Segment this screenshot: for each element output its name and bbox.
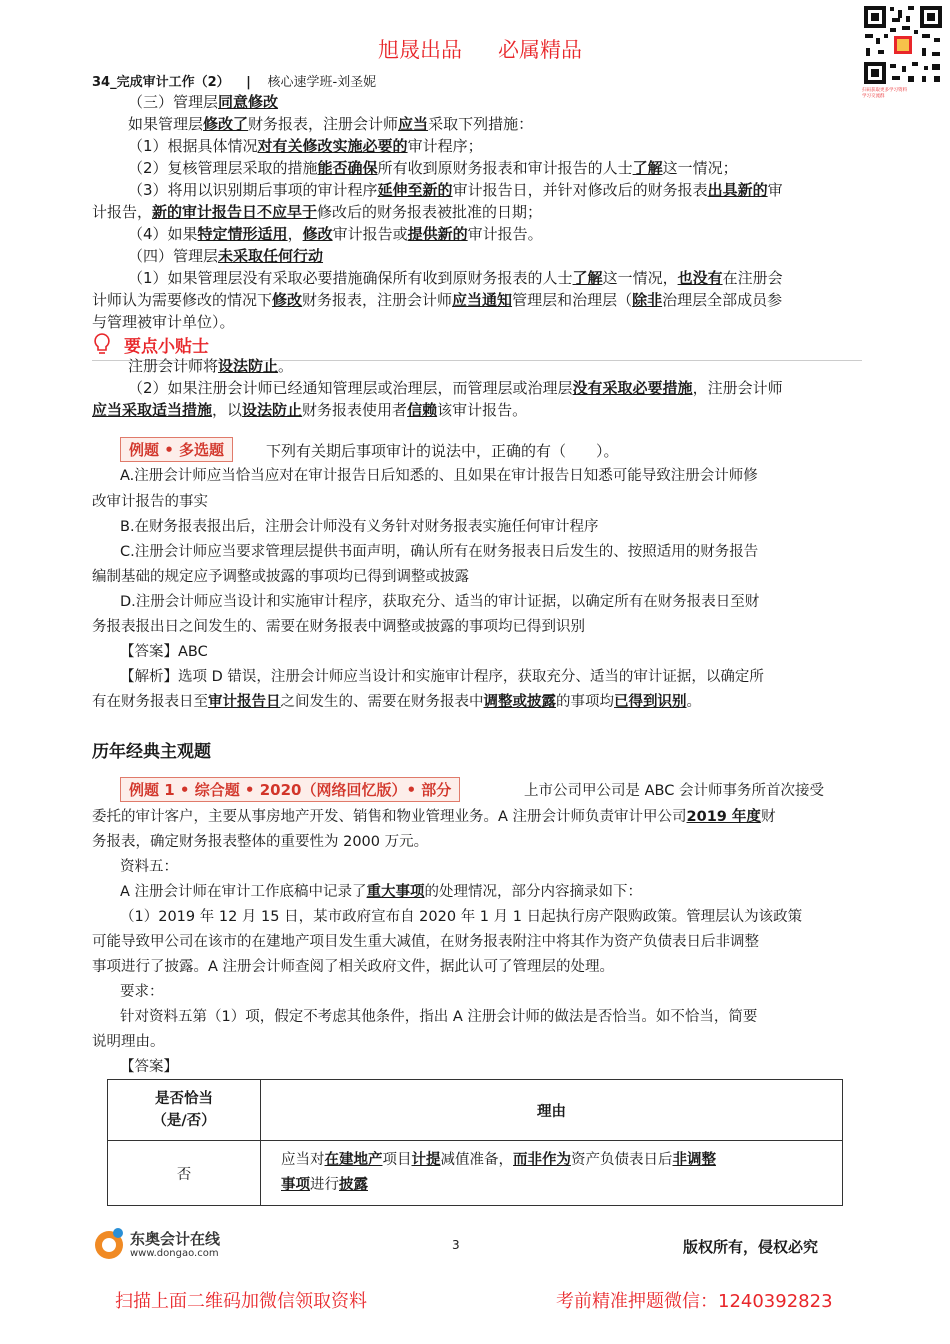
answer-label: 【答案】 (120, 1059, 178, 1075)
material-5: 资料五： (120, 859, 178, 875)
para-4b: 计报告，新的审计报告日不应早于修改后的财务报表被批准的日期； (92, 203, 543, 221)
brand-left: 旭晟出品 (378, 38, 462, 62)
lightbulb-icon (92, 332, 112, 356)
qr-code-image (862, 4, 944, 86)
example-stem: 下列有关期后事项审计的说法中，正确的有（ ）。 (266, 442, 619, 460)
para-8b: 应当采取适当措施，以设法防止财务报表使用者信赖该审计报告。 (92, 401, 528, 419)
option-a-cont: 改审计报告的事实 (92, 494, 208, 510)
requirement-label: 要求： (120, 984, 164, 1000)
para-6b: 计师认为需要修改的情况下修改财务报表，注册会计师应当通知管理层和治理层（除非治理层全部成员参 (92, 291, 783, 309)
bottom-right-note: 考前精准押题微信：1240392823 (556, 1291, 833, 1312)
table-cell-answer: 否 (108, 1141, 261, 1206)
example-tag: 例题 • 多选题 (120, 437, 233, 462)
header-separator: | (246, 75, 251, 90)
logo-url: www.dongao.com (130, 1248, 219, 1259)
explanation-cont: 有在财务报表日至审计报告日之间发生的、需要在财务报表中调整或披露的事项均已得到识别。 (92, 694, 701, 710)
option-a: A.注册会计师应当恰当应对在审计报告日后知悉的、且如果在审计报告日知悉可能导致注册会计师修 (120, 468, 758, 484)
dongao-logo-icon (92, 1226, 126, 1262)
table-cell-reason: 应当对在建地产项目计提减值准备，而非作为资产负债表日后非调整 事项进行披露 (261, 1141, 843, 1206)
example2-tag: 例题 1 • 综合题 • 2020（网络回忆版）• 部分 (120, 777, 460, 802)
bottom-left-note: 扫描上面二维码加微信领取资料 (115, 1291, 367, 1312)
item-1: （1）2019 年 12 月 15 日，某市政府宣布自 2020 年 1 月 1 日起执行房产限购政策。管理层认为该政策 (120, 909, 803, 925)
para-1: 如果管理层修改了财务报表，注册会计师应当采取下列措施： (128, 115, 534, 133)
option-d-cont: 务报表报出日之间发生的、需要在财务报表中调整或披露的事项均已得到识别 (92, 619, 585, 635)
material-5-line: A 注册会计师在审计工作底稿中记录了重大事项的处理情况，部分内容摘录如下： (120, 884, 643, 900)
answer-table (107, 1079, 843, 1206)
para-6c: 与管理被审计单位）。 (92, 313, 235, 331)
dongao-logo[interactable] (92, 1226, 272, 1266)
option-d: D.注册会计师应当设计和实施审计程序，获取充分、适当的审计证据，以确定所有在财务报表日至财 (120, 594, 760, 610)
logo-text: 东奥会计在线 (130, 1230, 221, 1248)
para-4: （3）将用以识别期后事项的审计程序延伸至新的审计报告日，并针对修改后的财务报表出具新的审 (128, 181, 783, 199)
option-c-cont: 编制基础的规定应予调整或披露的事项均已得到调整或披露 (92, 569, 469, 585)
tip-label: 要点小贴士 (124, 337, 209, 357)
table-header-appropriate: 是否恰当 （是/否） (108, 1080, 261, 1141)
heading-4: （四）管理层未采取任何行动 (128, 247, 324, 265)
option-c: C.注册会计师应当要求管理层提供书面声明，确认所有在财务报表日后发生的、按照适用的财务报告 (120, 544, 759, 560)
option-b: B.在财务报表报出后，注册会计师没有义务针对财务报表实施任何审计程序 (120, 519, 599, 535)
course-title: 核心速学班-刘圣妮 (267, 75, 377, 90)
copyright: 版权所有，侵权必究 (683, 1238, 819, 1256)
item-1-cont2: 事项进行了披露。A 注册会计师查阅了相关政府文件，据此认可了管理层的处理。 (92, 959, 615, 975)
para-7: 注册会计师将设法防止。 (128, 357, 294, 375)
explanation: 【解析】选项 D 错误，注册会计师应当设计和实施审计程序，获取充分、适当的审计证据，以确定所 (120, 669, 764, 685)
table-header-reason: 理由 (261, 1080, 843, 1141)
chapter-title: 34_完成审计工作（2） (92, 75, 230, 90)
requirement: 针对资料五第（1）项，假定不考虑其他条件，指出 A 注册会计师的做法是否恰当。如不恰当，简要 (120, 1009, 758, 1025)
qr-caption: 扫码获取更多学习资料 学习交流群 (862, 88, 907, 99)
para-8: （2）如果注册会计师已经通知管理层或治理层，而管理层或治理层没有采取必要措施，注册会计师 (128, 379, 783, 397)
requirement-cont: 说明理由。 (92, 1034, 165, 1050)
brand-right: 必属精品 (498, 38, 582, 62)
page-number: 3 (452, 1238, 460, 1252)
running-header (92, 71, 376, 90)
table-row (108, 1141, 843, 1206)
section-title: 历年经典主观题 (92, 742, 211, 762)
answer: 【答案】ABC (120, 644, 208, 660)
para-2: （1）根据具体情况对有关修改实施必要的审计程序； (128, 137, 483, 155)
para-3: （2）复核管理层采取的措施能否确保所有收到原财务报表和审计报告的人士了解这一情况； (128, 159, 738, 177)
example2-intro-2: 委托的审计客户，主要从事房地产开发、销售和物业管理业务。A 注册会计师负责审计甲公司2019 年度财 (92, 809, 776, 825)
example2-intro: 上市公司甲公司是 ABC 会计师事务所首次接受 (524, 783, 824, 799)
para-6: （1）如果管理层没有采取必要措施确保所有收到原财务报表的人士了解这一情况，也没有在注册会 (128, 269, 783, 287)
example2-intro-3: 务报表，确定财务报表整体的重要性为 2000 万元。 (92, 834, 429, 850)
item-1-cont: 可能导致甲公司在该市的在建地产项目发生重大减值，在财务报表附注中将其作为资产负债表日后非调整 (92, 934, 759, 950)
qr-code[interactable] (862, 4, 944, 86)
heading-3: （三）管理层同意修改 (128, 93, 279, 111)
table-header-row (108, 1080, 843, 1141)
para-5: （4）如果特定情形适用，修改审计报告或提供新的审计报告。 (128, 225, 543, 243)
